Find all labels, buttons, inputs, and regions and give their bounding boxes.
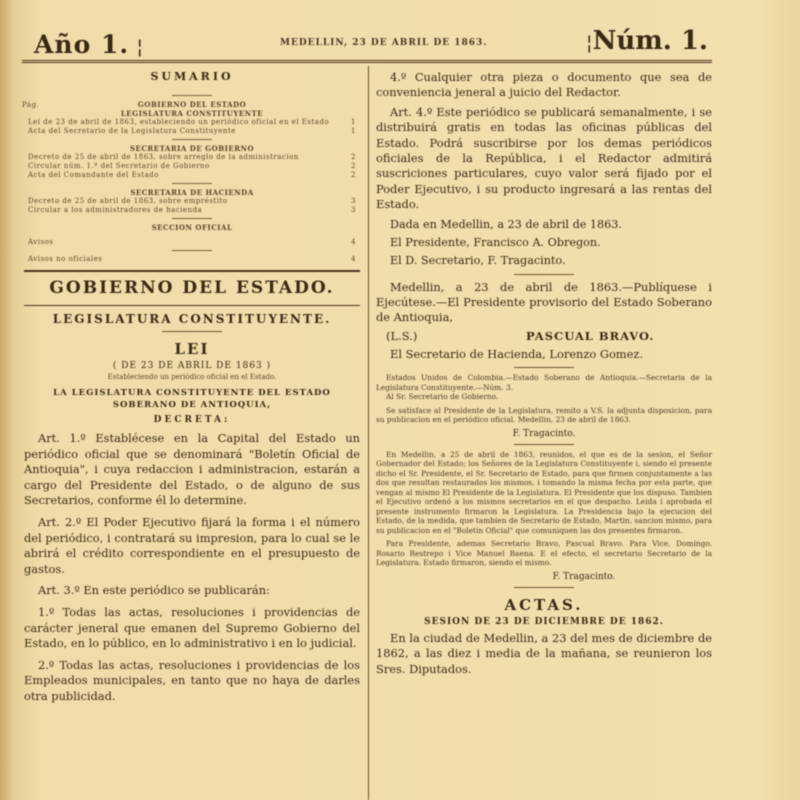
signature: F. Tragacinto.	[552, 571, 616, 582]
toc-heading: GOBIERNO DEL ESTADO	[137, 100, 247, 109]
toc-item-text: Avisos	[28, 238, 54, 246]
treasury-secretary: El Secretario de Hacienda, Lorenzo Gomez.	[390, 346, 643, 361]
dada-line: Dada en Medellin, a 23 de abril de 1863.	[390, 217, 622, 231]
divider	[514, 367, 574, 368]
toc-item	[24, 162, 360, 171]
actas-heading: ACTAS.	[504, 595, 584, 614]
toc-item-page: 4	[351, 238, 356, 246]
divider	[514, 444, 574, 445]
legislature-heading: LEGISLATURA CONSTITUYENTE.	[52, 312, 332, 326]
divider	[514, 274, 574, 275]
toc-item-page: 2	[351, 171, 356, 179]
seal-mark: (L.S.)	[386, 328, 418, 343]
seal-line	[376, 329, 712, 345]
toc-heading: SECRETARIA DE HACIENDA	[130, 188, 254, 197]
toc-item-page: 3	[351, 197, 356, 205]
toc-item	[24, 238, 360, 247]
article-paragraph: 1.º Todas las actas, resoluciones i providencias de carácter jeneral que emanen del Supremo Gobierno del Estado, en lo público, en lo administrativo i en lo judicial.	[24, 604, 360, 651]
article-paragraph: Art. 4.º Este periódico se publicará semanalmente, i se distribuirá gratis en todas las oficinas públicas del Estado. Podrá suscribirse por los demas periódicos oficiales de la República, i el Redactor admitirá suscriciones particulares, cuyo valor será fijado por el Poder Ejecutivo, i su producto ingresará a las rentas del Estado.	[376, 104, 712, 212]
acta-paragraph: En la ciudad de Medellin, a 23 del mes de diciembre de 1862, a las diez i media de la mañana, se reunieron los Sres. Diputados.	[376, 630, 712, 676]
masthead	[22, 12, 712, 63]
fine-text: Se satisface al Presidente de la Legislatura, remito a V.S. la adjunta disposicion, para su publicacion en el periódico oficial. Medellin, 23 de abril de 1863.	[376, 405, 712, 425]
secretary-line: El D. Secretario, F. Tragacinto.	[390, 253, 566, 267]
right-column	[376, 66, 712, 677]
fine-text: Para Presidente, ademas Secretario Bravo, Pascual Bravo. Para Vice, Domingo. Rosario Restrepo i Vice Manuel Baena. E el efecto, el secretario Secretario de la Legislatura. Estado firmaron, siendo el mismo.	[376, 539, 712, 568]
dateline: MEDELLIN, 23 DE ABRIL DE 1863.	[280, 38, 488, 48]
toc-item-text: Acta del Comandante del Estado	[28, 171, 159, 179]
law-heading: LEI	[174, 340, 210, 358]
law-note: Estableciendo un periódico oficial en el Estado.	[107, 373, 277, 381]
article-paragraph: 2.º Todas las actas, resoluciones i providencias de los Empleados municipales, en tanto que no haya de darles otra publicidad.	[24, 657, 360, 703]
toc-item	[24, 255, 360, 264]
toc-item-text: Circular núm. 1.ª del Secretario de Gobierno	[28, 162, 210, 170]
law-date: ( DE 23 DE ABRIL DE 1863 )	[112, 361, 272, 371]
section-heading: GOBIERNO DEL ESTADO.	[24, 270, 360, 306]
column-divider	[368, 66, 369, 800]
article-paragraph: 4.º Cualquier otra pieza o documento que sea de conveniencia jeneral a juicio del Redactor.	[376, 70, 712, 100]
page-label: Pág.	[22, 101, 40, 109]
divider	[172, 250, 212, 251]
toc-item	[24, 206, 360, 215]
toc-subheading: LEGISLATURA CONSTITUYENTE	[120, 109, 264, 118]
article-paragraph: Art. 3.º En este periódico se publicarán:	[38, 583, 270, 598]
toc-item-page: 2	[351, 162, 356, 170]
toc-item	[24, 197, 360, 206]
sumario	[24, 70, 360, 264]
toc-item-text: Decreto de 25 de abril de 1863, sobre empréstito	[28, 197, 228, 205]
issue-number: ¦Núm. 1.	[585, 26, 708, 56]
divider	[172, 95, 212, 96]
toc-item-page: 1	[351, 127, 356, 135]
left-column	[24, 66, 360, 705]
session-heading: SESION DE 23 DE DICIEMBRE DE 1862.	[424, 616, 664, 627]
toc-item-text: Acta del Secretario de la Legislatura Constituyente	[28, 127, 236, 135]
divider	[172, 139, 212, 140]
toc-item-page: 4	[351, 255, 356, 263]
president-line: El Presidente, Francisco A. Obregon.	[390, 235, 601, 249]
article-paragraph: Art. 2.º El Poder Ejecutivo fijará la forma i el número del periódico, i contratará su impresion, para lo cual se le abrirá el crédito correspondiente en el presupuesto de gastos.	[24, 514, 360, 576]
toc-item-text: Lei de 23 de abril de 1863, estableciendo un periódico oficial en el Estado	[28, 118, 330, 126]
toc-item-text: Decreto de 25 de abril de 1863, sobre arreglo de la administracion	[28, 153, 299, 161]
decreta: DECRETA:	[153, 415, 231, 425]
toc-heading: SECCION OFICIAL	[151, 223, 233, 232]
toc-item-page: 3	[351, 206, 356, 214]
publication-order: Medellin, a 23 de abril de 1863.—Publíquese i Ejecútese.—El Presidente provisorio del Estado Soberano de Antioquia,	[376, 279, 712, 325]
toc-item	[24, 118, 360, 127]
sumario-title: SUMARIO	[150, 70, 234, 83]
toc-item-text: Circular a los administradores de hacienda	[28, 206, 203, 214]
divider	[514, 587, 574, 588]
signature: F. Tragacinto.	[512, 428, 576, 439]
divider	[172, 218, 212, 219]
year-text: Año 1.	[34, 30, 130, 59]
toc-heading: SECRETARIA DE GOBIERNO	[129, 144, 255, 153]
fine-text: Al Sr. Secretario de Gobierno.	[386, 392, 499, 402]
toc-item	[24, 127, 360, 136]
toc-item-page: 2	[351, 153, 356, 161]
enacting-body: LA LEGISLATURA CONSTITUYENTE DEL ESTADO SOBERANO DE ANTIOQUIA,	[53, 388, 331, 410]
issue-number-text: Núm. 1.	[592, 26, 708, 56]
fine-text: En Medellin, a 25 de abril de 1863, reunidos, el que es de la sesion, el Señor Gobernador del Estado; los Señores de la Legislatura Constituyente i, siendo el presente dicho el Sr. Presidente, el Sr. Secretario de Estado, para que firmen conjuntamente a las dos que resultan restaurados los mismos, i tomando la misma fecha por esta parte, que vengan al mismo El Presidente de la Legislatura. El Presidente que los dispuso. Tambien el Ejecutivo ordenó a los mismos secretarios en el que despacho. Leida i aprobada el presente instrumento firmaron la Legislatura. La Presidencia bajo la ejecucion del Estado, de la medida, que tambien de Secretario de Estado, Martin, sancion mismo, para su publicacion en el "Boletín Oficial" que comuniquen las dos presentes firmaron.	[376, 449, 712, 535]
divider	[172, 183, 212, 184]
toc-item	[24, 153, 360, 162]
toc-item-page: 1	[351, 118, 356, 126]
toc-item-text: Avisos no oficiales	[28, 255, 103, 263]
fine-text: Estados Unidos de Colombia.—Estado Soberano de Antioquia.—Secretaria de la Legislatura Constituyente.—Núm. 3.	[376, 373, 712, 392]
article-paragraph: Art. 1.º Establécese en la Capital del Estado un periódico oficial que se denominará "Boletín Oficial de Antioquia", i cuya redaccion i administracion, estarán a cargo del Presidente del Estado, o de alguno de sus Secretarios, conforme él lo determine.	[24, 431, 360, 508]
toc-item	[24, 171, 360, 180]
divider	[162, 331, 222, 332]
year-label: Año 1. ¦	[34, 30, 145, 59]
governor-signature: PASCUAL BRAVO.	[526, 328, 655, 343]
